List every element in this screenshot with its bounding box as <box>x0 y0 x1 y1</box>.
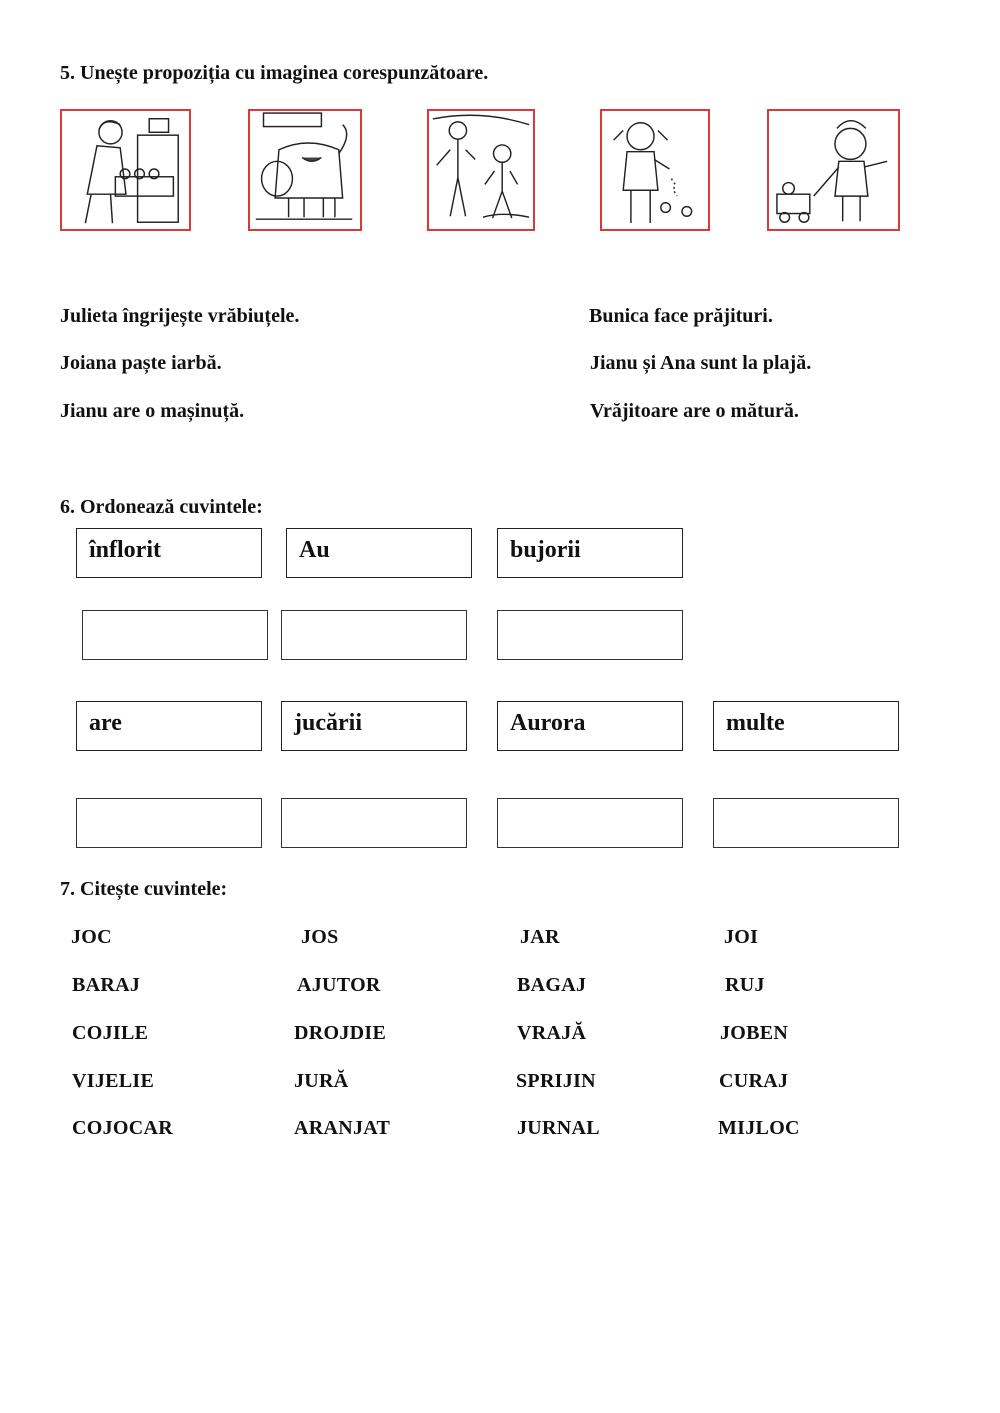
answer-slot[interactable] <box>76 798 262 848</box>
reading-word: JURNAL <box>517 1117 600 1139</box>
reading-word: VRAJĂ <box>517 1022 587 1044</box>
word-tile[interactable]: multe <box>713 701 899 751</box>
reading-word: JOC <box>71 926 112 948</box>
answer-slot[interactable] <box>281 610 467 660</box>
word-tile[interactable]: înflorit <box>76 528 262 578</box>
reading-word: JURĂ <box>294 1070 349 1092</box>
sentence-left-1[interactable]: Julieta îngrijește vrăbiuțele. <box>60 305 300 327</box>
beach-children-image[interactable] <box>427 109 535 231</box>
exercise-6-heading: 6. Ordonează cuvintele: <box>60 496 263 518</box>
reading-word: MIJLOC <box>718 1117 800 1139</box>
girl-feeding-birds-image[interactable] <box>600 109 710 231</box>
word-tile[interactable]: Aurora <box>497 701 683 751</box>
reading-word: COJOCAR <box>72 1117 173 1139</box>
reading-word: BAGAJ <box>517 974 587 996</box>
cow-image[interactable] <box>248 109 362 231</box>
reading-word: CURAJ <box>719 1070 789 1092</box>
reading-word: VIJELIE <box>72 1070 155 1092</box>
reading-word: BARAJ <box>72 974 141 996</box>
sentence-left-3[interactable]: Jianu are o mașinuță. <box>60 400 245 422</box>
word-tile[interactable]: are <box>76 701 262 751</box>
reading-word: DROJDIE <box>294 1022 387 1044</box>
boy-with-toy-car-image[interactable] <box>767 109 900 231</box>
reading-word: ARANJAT <box>294 1117 391 1139</box>
answer-slot[interactable] <box>713 798 899 848</box>
reading-word: SPRIJIN <box>516 1070 596 1092</box>
sentence-right-1[interactable]: Bunica face prăjituri. <box>589 305 773 327</box>
answer-slot[interactable] <box>497 798 683 848</box>
exercise-5-heading: 5. Unește propoziția cu imaginea corespunzătoare. <box>60 62 489 84</box>
reading-word: RUJ <box>725 974 765 996</box>
reading-word: COJILE <box>72 1022 149 1044</box>
reading-word: AJUTOR <box>297 974 381 996</box>
reading-word: JOI <box>724 926 759 948</box>
reading-word: JOS <box>301 926 339 948</box>
reading-word: JOBEN <box>720 1022 789 1044</box>
answer-slot[interactable] <box>82 610 268 660</box>
word-tile[interactable]: jucării <box>281 701 467 751</box>
sentence-right-2[interactable]: Jianu și Ana sunt la plajă. <box>590 352 812 374</box>
sentence-right-3[interactable]: Vrăjitoare are o mătură. <box>590 400 799 422</box>
reading-word: JAR <box>520 926 560 948</box>
exercise-7-heading: 7. Citește cuvintele: <box>60 878 228 900</box>
word-tile[interactable]: bujorii <box>497 528 683 578</box>
sentence-left-2[interactable]: Joiana paște iarbă. <box>60 352 222 374</box>
answer-slot[interactable] <box>281 798 467 848</box>
answer-slot[interactable] <box>497 610 683 660</box>
word-tile[interactable]: Au <box>286 528 472 578</box>
baker-woman-image[interactable] <box>60 109 191 231</box>
